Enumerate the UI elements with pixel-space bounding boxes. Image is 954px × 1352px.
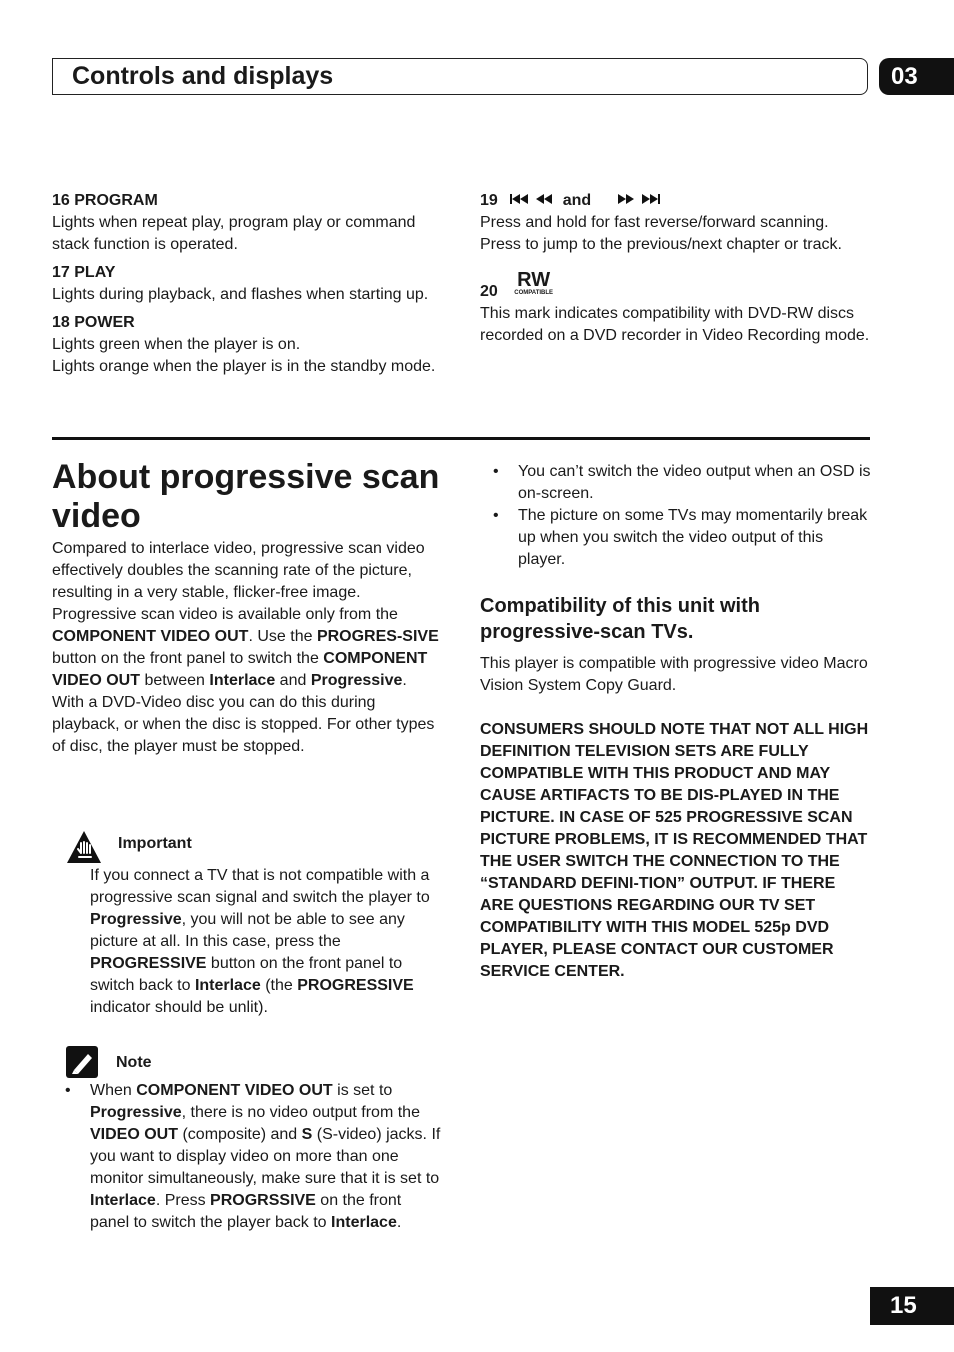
text: (S-video) jacks. If you want to display video on more than one monitor simultaneously, make sure that it is set to <box>90 1126 441 1187</box>
rw-logo-sub: COMPATIBLE <box>514 290 554 296</box>
section-body-right <box>480 461 872 983</box>
item-17 <box>52 262 442 306</box>
item-16 <box>52 190 442 256</box>
item-number: 20 <box>480 283 498 300</box>
text: button on the front panel to switch the <box>52 650 324 667</box>
item-head: 18 POWER <box>52 314 135 331</box>
text: between <box>140 672 210 689</box>
note-list <box>52 1080 444 1234</box>
text: button on the front panel to switch back to <box>90 955 403 994</box>
list-item: • The picture on some TVs may momentarily break up when you switch the video output of this player. <box>480 505 872 571</box>
item-body: Press and hold for fast reverse/forward scanning. Press to jump to the previous/next chapter or track. <box>480 214 842 253</box>
chapter-tab: 03 <box>879 58 954 95</box>
term: PROGRES-SIVE <box>316 628 439 645</box>
term: COMPONENT VIDEO OUT <box>52 628 249 645</box>
skip-scan-icons <box>508 192 680 206</box>
term: Progressive <box>310 672 403 689</box>
item-head <box>480 270 872 303</box>
term: Interlace <box>209 672 276 689</box>
term: PROGRESSIVE <box>90 955 207 972</box>
item-number: 19 <box>480 192 498 209</box>
item-and: and <box>562 192 592 209</box>
term: COMPONENT VIDEO OUT <box>136 1082 333 1099</box>
item-20 <box>480 270 872 347</box>
term: Interlace <box>331 1214 397 1231</box>
text: When <box>90 1082 137 1099</box>
item-list-right <box>480 190 872 347</box>
important-body <box>90 865 442 1019</box>
page-number: 15 <box>870 1287 954 1325</box>
item-body: Lights orange when the player is in the standby mode. <box>52 358 436 375</box>
text: (the <box>260 977 298 994</box>
intro-paragraph: Compared to interlace video, progressive scan video effectively doubles the scanning rate of the picture, resulting in a very stable, flicker-free image. <box>52 540 425 601</box>
term: Progressive <box>90 1104 182 1121</box>
section-divider <box>52 437 870 440</box>
rw-logo-text: RW <box>517 269 551 291</box>
text: indicator should be unlit). <box>90 999 268 1016</box>
progressive-paragraph <box>52 604 442 758</box>
text: (composite) and <box>178 1126 302 1143</box>
page-title: Controls and displays <box>72 62 334 90</box>
list-item: • You can’t switch the video output when an OSD is on-screen. <box>480 461 872 505</box>
item-head <box>480 190 872 212</box>
text: . Press <box>155 1192 211 1209</box>
important-label: Important <box>118 835 192 852</box>
item-list-left <box>52 190 442 378</box>
text: , you will not be able to see any picture at all. In this case, press the <box>90 911 405 950</box>
term: Interlace <box>90 1192 156 1209</box>
compat-body: This player is compatible with progressive video Macro Vision System Copy Guard. <box>480 655 868 694</box>
text: , there is no video output from the <box>181 1104 420 1121</box>
term: VIDEO OUT <box>90 1126 179 1143</box>
section-title: About progressive scan video <box>52 458 440 535</box>
item-head: 16 PROGRAM <box>52 192 158 209</box>
text: on the front panel to switch the player back to <box>90 1192 402 1231</box>
item-body: Lights during playback, and flashes when starting up. <box>52 286 429 303</box>
term: COMPONENT VIDEO OUT <box>52 650 428 689</box>
list-item <box>52 1080 444 1234</box>
term: Progressive <box>90 911 182 928</box>
text: Progressive scan video is available only from the <box>52 606 398 623</box>
item-body: Lights when repeat play, program play or command stack function is operated. <box>52 214 416 253</box>
note-body <box>52 1080 444 1234</box>
text: . <box>396 1214 402 1231</box>
item-18 <box>52 312 442 378</box>
term: Interlace <box>194 977 261 994</box>
warning-hand-icon <box>66 830 102 864</box>
text: . Use the <box>248 628 317 645</box>
text: and <box>275 672 311 689</box>
note-label: Note <box>116 1054 152 1071</box>
item-body: This mark indicates compatibility with DVD-RW discs recorded on a DVD recorder in Video Recording mode. <box>480 305 870 344</box>
compat-notice: CONSUMERS SHOULD NOTE THAT NOT ALL HIGH DEFINITION TELEVISION SETS ARE FULLY COMPATIBLE WITH THIS PRODUCT AND MAY CAUSE ARTIFACTS TO BE DIS-PLAYED IN THE PICTURE. IN CASE OF 525 PROGRESSIVE SCAN PICTURE PROBLEMS, IT IS RECOMMENDED THAT THE USER SWITCH THE CONNECTION TO THE “STANDARD DEFINI-TION” OUTPUT. IF THERE ARE QUESTIONS REGARDING OUR TV SET COMPATIBILITY WITH THIS MODEL 525p DVD PLAYER, PLEASE CONTACT OUR CUSTOMER SERVICE CENTER. <box>480 721 869 980</box>
compat-heading: Compatibility of this unit with progressive-scan TVs. <box>480 595 760 643</box>
term: PROGRSSIVE <box>210 1192 316 1209</box>
item-head: 17 PLAY <box>52 264 116 281</box>
note-pencil-icon <box>66 1046 98 1078</box>
text: If you connect a TV that is not compatible with a progressive scan signal and switch the player to <box>90 867 430 906</box>
section-body-left <box>52 538 442 758</box>
text: . With a DVD-Video disc you can do this during playback, or when the disc is stopped. For other types of disc, the player must be stopped. <box>52 672 435 755</box>
term: S <box>301 1126 313 1143</box>
text: is set to <box>332 1082 393 1099</box>
term: PROGRESSIVE <box>297 977 414 994</box>
item-19 <box>480 190 872 256</box>
right-bullet-list <box>480 461 872 571</box>
item-body: Lights green when the player is on. <box>52 336 301 353</box>
rw-compatible-logo <box>514 270 553 296</box>
